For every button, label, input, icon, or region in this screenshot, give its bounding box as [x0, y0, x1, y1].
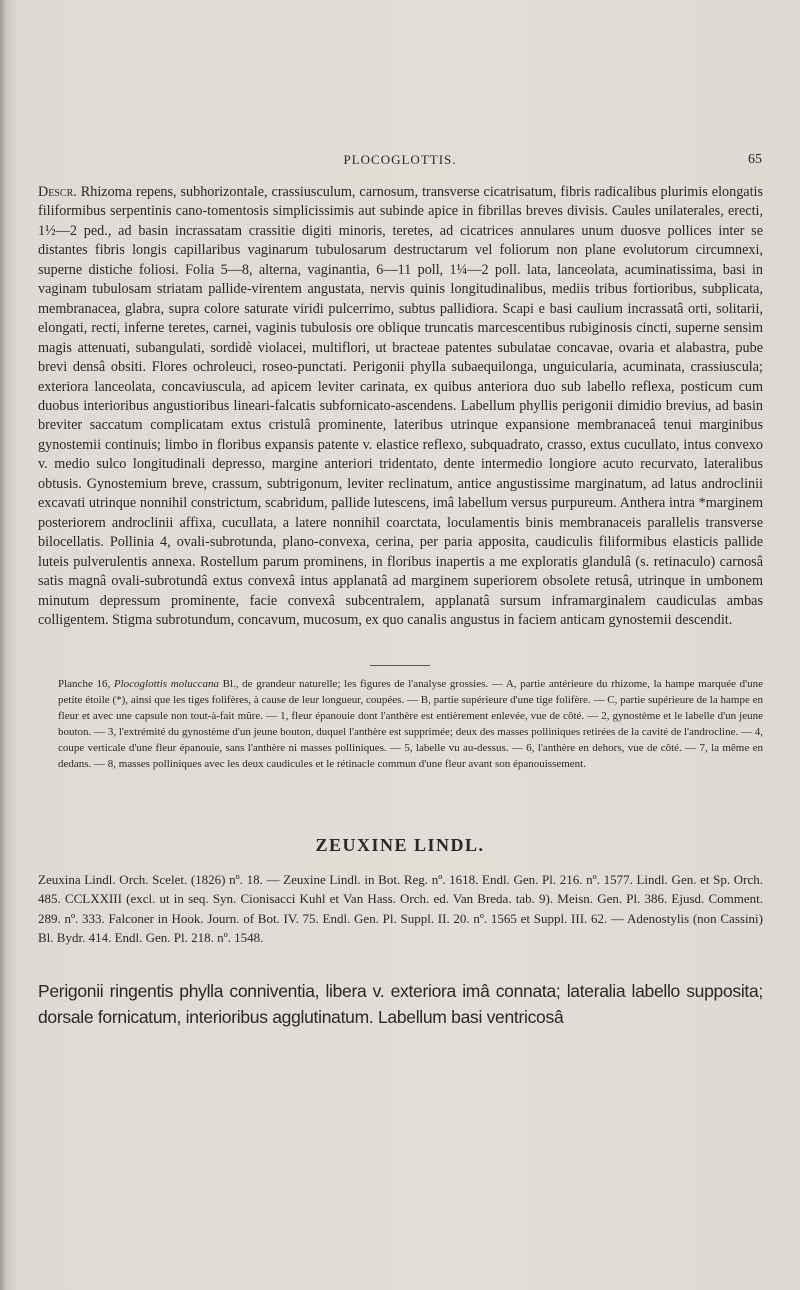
genus-description: Perigonii ringentis phylla conniventia, libera v. exteriora imâ connata; lateralia labello supposita; dorsale fornicatum, interioribus agglutinatum. Labellum basi ventricosâ — [38, 981, 763, 1027]
description-label: Descr. — [38, 184, 77, 200]
caption-species: Plocoglottis moluccana — [113, 678, 219, 690]
running-title: PLOCOGLOTTIS. — [343, 152, 457, 167]
caption-text: Bl., de grandeur naturelle; les figures de l'analyse grossies. — A, partie antérieure du rhizome, la hampe marquée d'une petite étoile (*), ainsi que les tiges folifères, à cause de leur longueur, coupées. — B, partie supérieure d'une tige folifère. — C, partie supérieure de la hampe en fleur et avec une capsule non tout-à-fait mûre. — 1, fleur épanouie dont l'anthère est entièrement enlevée, vue de côté. — 2, gynostème et le labelle d'un jeune bouton. — 3, l'extrémité du gynostème d'un jeune bouton, duquel l'anthère est supprimée; deux des masses polliniques retirées de la cavité de l'androcline. — 4, coupe verticale d'une fleur épanouie, sans l'anthère ni masses polliniques. — 5, labelle vu au-dessus. — 6, l'anthère en dehors, vue de côté. — 7, la même en dedans. — 8, masses polliniques avec les deux caudicules et le rétinacle commun d'une fleur avant son épanouissement. — [58, 678, 764, 770]
caption-lead: Planche 16, — [58, 678, 111, 690]
genus-heading: ZEUXINE LINDL. — [315, 835, 485, 855]
description-text: Rhizoma repens, subhorizontale, crassiusculum, carnosum, transverse cicatrisatum, fibris radicalibus plurimis elongatis filiformibus serpentinis cano-tomentosis simplicissimis aut subinde apice in fibrillas breves divisis. Caules unilaterales, erecti, 1½—2 ped., ad basin incrassatam crassitie digiti minoris, teretes, ad cicatrices annulares unum duosve pollices inter se distantes fibris longis capillaribus vaginarum tubulosarum destructarum vel foliorum non plane evolutorum circumnexi, superne distiche foliosi. Folia 5—8, alterna, vaginantia, 6—11 poll, 1¼—2 poll. lata, lanceolata, acuminatissima, basi in vaginam tubulosam striatam pallide-virentem angustata, nervis quinis longitudinalibus, mediis tribus fortioribus, subplicata, membranacea, glabra, supra colore saturate viridi pulcerrimo, subtus pallidiora. Scapi e basi caulium incrassatâ orti, solitarii, elongati, recti, inferne teretes, carnei, vaginis tubulosis ore oblique truncatis marcescentibus rubiginosis cincti, superne sensim magis attenuati, subangulati, sordidè violacei, multiflori, ut bracteae patentes subulatae concavae, ovaria et alabastra, pube brevi densâ obsiti. Flores ochroleuci, roseo-punctati. Perigonii phylla subaequilonga, unguicularia, acuminata, crassiuscula; exteriora lanceolata, concaviuscula, ad apicem leviter carinata, ex quibus anteriora duo sub labello reflexa, posticum cum duobus interioribus angustioribus lineari-falcatis subfornicato-ascendens. Labellum phyllis perigonii dimidio brevius, ad basin breviter saccatum complicatam extus cristulâ prominente, lateribus utrinque expansione membranaceâ tenui marginibus gynostemii continuis; limbo in floribus expansis patente v. elastice reflexo, subquadrato, crasso, extus cucullato, intus convexo v. medio sulco longitudinali depresso, margine anteriori tridentato, dente intermedio longiore acuto recurvato, lateralibus obtusis. Gynostemium breve, crassum, subtrigonum, leviter reclinatum, antice angustissime marginatum, ad latus androclinii excavati utrinque nonnihil constrictum, scabridum, pallide lutescens, imâ labellum versus purpureum. Anthera intra *marginem posteriorem androclinii affixa, cucullata, a latere nonnihil coarctata, loculamentis binis membranaceis parallelis transverse bilocellatis. Pollinia 4, ovali-subrotunda, plano-convexa, cerina, per paria apposita, caudiculis filiformibus elasticis pallide luteis pulverulentis annexa. Rostellum parum prominens, in floribus inapertis a me exploratis glandulâ (s. retinaculo) carnosâ satis magnâ ovali-subrotundâ extus convexâ intus applanatâ ad marginem superiorem obsolete retusâ, utrinque in umbonem minutum depressum prominente, facie convexâ subcentralem, applanatâ sursum inframarginalem caudiculas ambas colligentem. Stigma subrotundum, concavum, mucosum, ex quo canalis angustus in faciem anticam gynostemii descendit. — [38, 184, 763, 628]
page-header — [0, 152, 800, 172]
species-description — [38, 183, 763, 630]
separator-rule — [370, 665, 430, 666]
page-number: 65 — [748, 152, 762, 167]
plate-caption — [58, 676, 763, 772]
genus-synonymy: Zeuxina Lindl. Orch. Scelet. (1826) nº. 18. — Zeuxine Lindl. in Bot. Reg. nº. 1618. Endl. Gen. Pl. 216. nº. 1577. Lindl. Gen. et Sp. Orch. 485. CCLXXIII (excl. ut in seq. Syn. Cionisacci Kuhl et Van Hass. Orch. ed. Van Breda. tab. 9). Meisn. Gen. Pl. 386. Ejusd. Comment. 289. nº. 333. Falconer in Hook. Journ. of Bot. IV. 75. Endl. Gen. Pl. Suppl. II. 20. nº. 1565 et Suppl. III. 62. — Adenostylis (non Cassini) Bl. Bydr. 414. Endl. Gen. Pl. 218. nº. 1548. — [38, 872, 763, 946]
